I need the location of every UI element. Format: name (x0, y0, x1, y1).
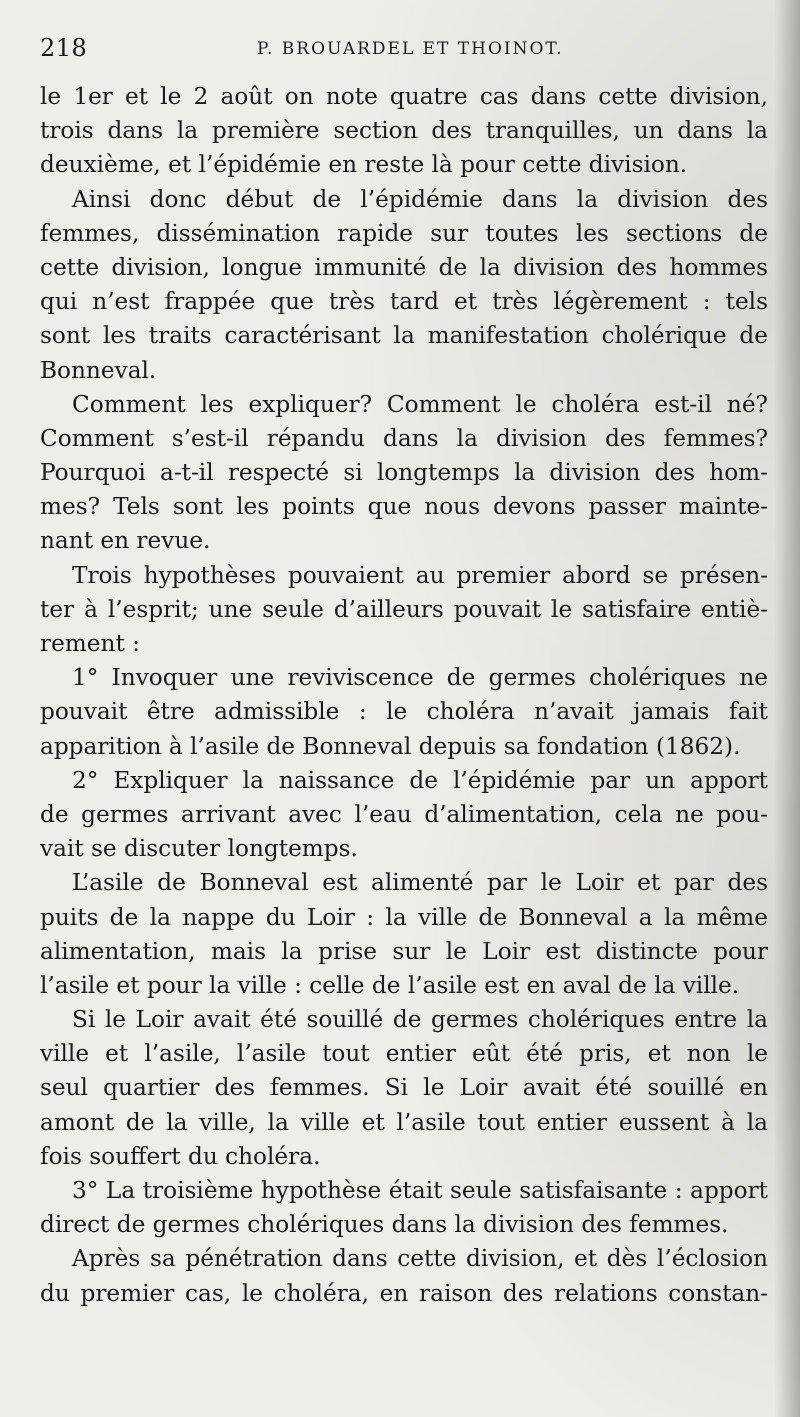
text-line: le 1er et le 2 août on note quatre cas dans cette division, (40, 83, 768, 110)
text-line: Si le Loir avait été souillé de germes cholériques entre la (72, 1006, 768, 1034)
text-line: Après sa pénétration dans cette division, et dès l’éclosion (72, 1245, 768, 1273)
text-line: 2° Expliquer la naissance de l’épidémie par un apport (72, 766, 768, 794)
page-header (40, 34, 780, 70)
text-line: femmes, dissémination rapide sur toutes les sections de (40, 219, 768, 247)
text-line: fois souffert du choléra. (40, 1142, 321, 1170)
text-line: seul quartier des femmes. Si le Loir avait été souillé en (40, 1074, 768, 1102)
text-line: Ainsi donc début de l’épidémie dans la division des (72, 185, 768, 213)
text-line: 1° Invoquer une reviviscence de germes cholériques ne (72, 664, 768, 692)
text-line: l’asile et pour la ville : celle de l’asile est en aval de la ville. (40, 971, 740, 999)
text-line: direct de germes cholériques dans la division des femmes. (40, 1211, 729, 1239)
text-line: amont de la ville, la ville et l’asile tout entier eussent à la (40, 1108, 768, 1136)
text-line: deuxième, et l’épidémie en reste là pour cette division. (40, 151, 688, 179)
text-line: Comment les expliquer? Comment le choléra est-il né? (72, 390, 768, 418)
text-line: nant en revue. (40, 527, 211, 555)
text-line: rement : (40, 630, 140, 657)
text-line: cette division, longue immunité de la division des hommes (40, 253, 768, 281)
page-edge-shadow (774, 0, 800, 1417)
text-line: alimentation, mais la prise sur le Loir est distincte pour (40, 937, 768, 965)
text-line: de germes arrivant avec l’eau d’alimentation, cela ne pou- (40, 800, 768, 828)
text-line: puits de la nappe du Loir : la ville de Bonneval a la même (40, 903, 768, 931)
text-line: trois dans la première section des tranquilles, un dans la (40, 117, 768, 145)
text-line: Comment s’est-il répandu dans la division des femmes? (40, 424, 768, 452)
text-line: ter à l’esprit; une seule d’ailleurs pouvait le satisfaire entiè- (40, 595, 768, 623)
text-line: du premier cas, le choléra, en raison des relations constan- (40, 1279, 768, 1307)
text-line: 3° La troisième hypothèse était seule satisfaisante : apport (72, 1177, 768, 1204)
text-line: ville et l’asile, l’asile tout entier eût été pris, et non le (40, 1040, 768, 1068)
text-line: Pourquoi a-t-il respecté si longtemps la division des hom- (40, 459, 768, 487)
running-head: P. BROUARDEL ET THOINOT. (257, 39, 564, 59)
body-text (40, 80, 768, 1311)
text-line: mes? Tels sont les points que nous devons passer mainte- (40, 493, 768, 521)
text-line: pouvait être admissible : le choléra n’avait jamais fait (40, 698, 768, 726)
text-line: Bonneval. (40, 356, 157, 384)
page-number: 218 (40, 34, 88, 62)
text-line: sont les traits caractérisant la manifestation cholérique de (40, 322, 768, 350)
text-line: apparition à l’asile de Bonneval depuis sa fondation (1862). (40, 732, 741, 760)
text-line: qui n’est frappée que très tard et très légèrement : tels (40, 288, 768, 316)
text-line: vait se discuter longtemps. (40, 835, 358, 863)
text-line: Trois hypothèses pouvaient au premier abord se présen- (72, 561, 768, 589)
text-line: L’asile de Bonneval est alimenté par le Loir et par des (72, 869, 768, 897)
